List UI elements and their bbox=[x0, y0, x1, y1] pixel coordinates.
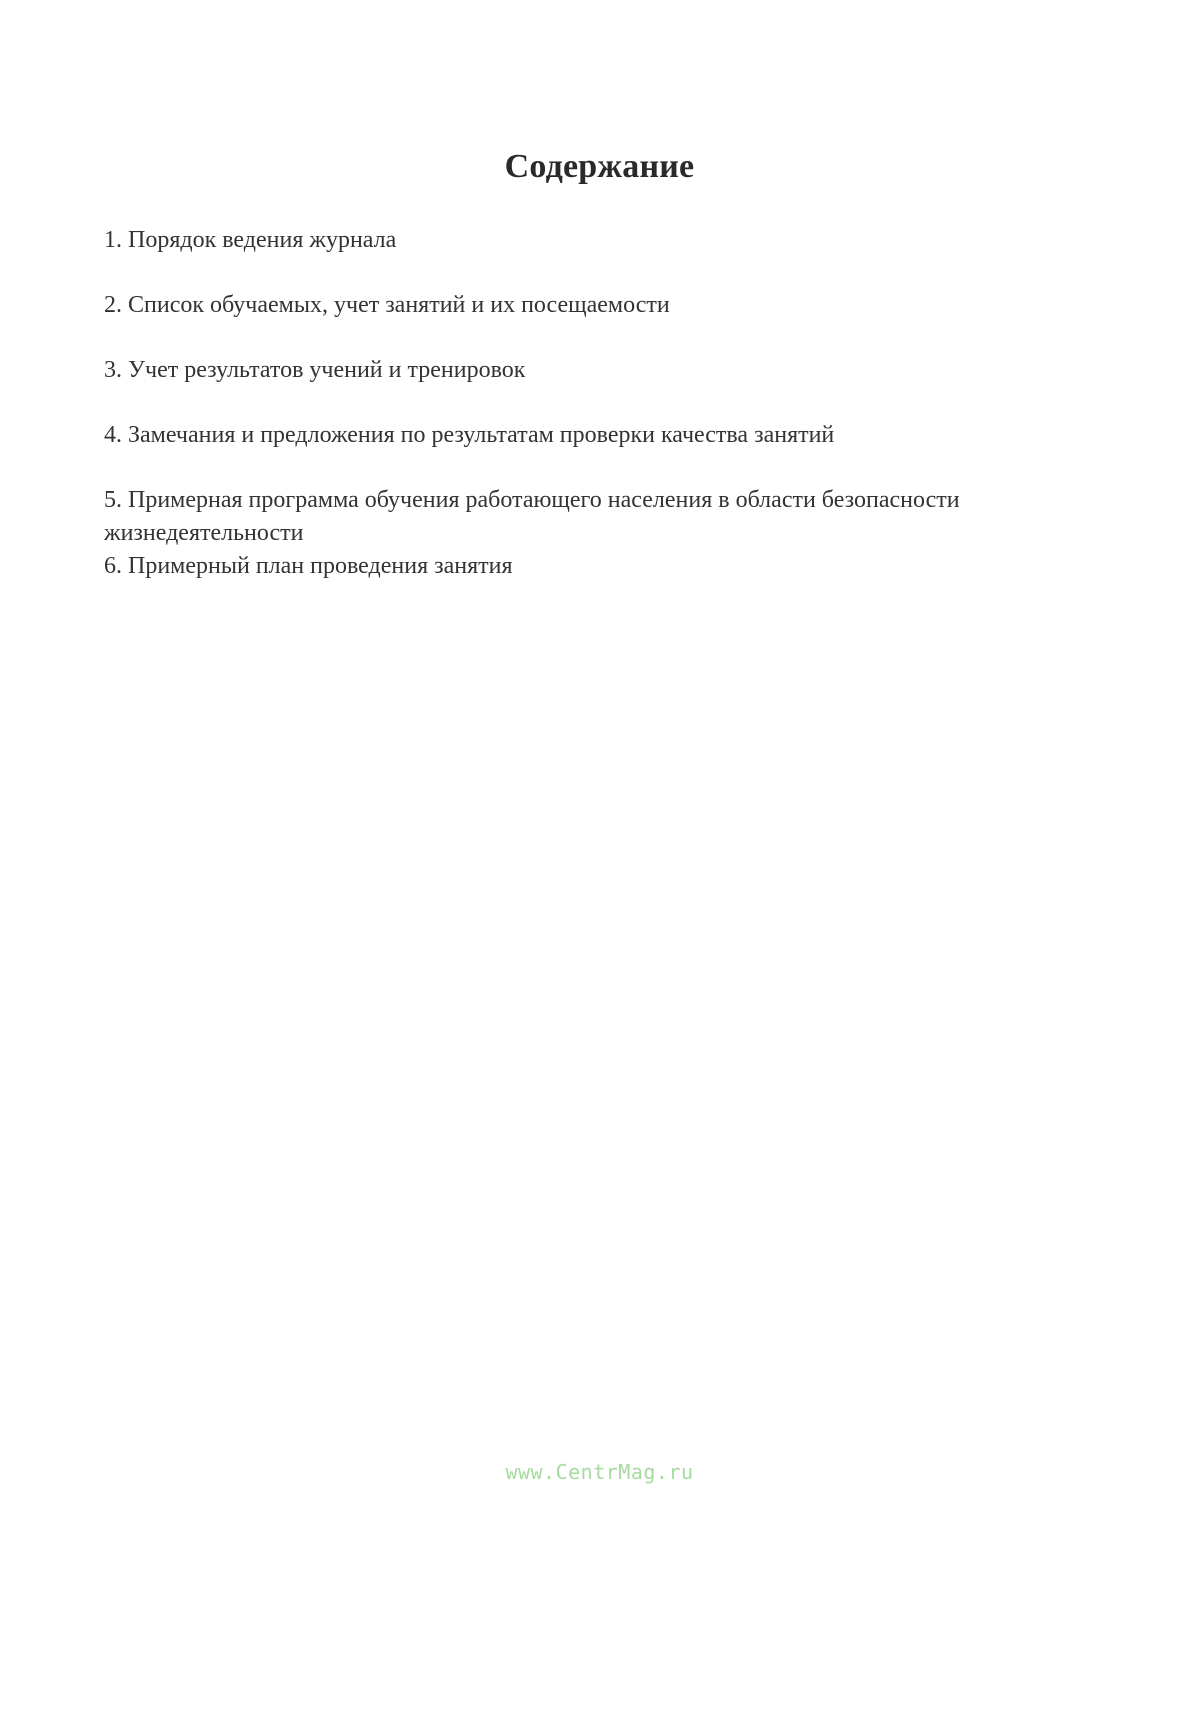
toc-item-2: 2. Список обучаемых, учет занятий и их посещаемости bbox=[104, 292, 670, 318]
toc-item-1: 1. Порядок ведения журнала bbox=[104, 227, 397, 253]
watermark-text: www.CentrMag.ru bbox=[505, 1460, 694, 1484]
page-title: Содержание bbox=[504, 148, 695, 185]
table-of-contents bbox=[104, 224, 1064, 583]
toc-item-6: 6. Примерный план проведения занятия bbox=[104, 553, 513, 579]
toc-item-3: 3. Учет результатов учений и тренировок bbox=[104, 357, 526, 383]
toc-item-4: 4. Замечания и предложения по результатам проверки качества занятий bbox=[104, 422, 835, 448]
toc-item-5: 5. Примерная программа обучения работающего населения в области безопасности жизнедеятельности bbox=[104, 487, 960, 546]
